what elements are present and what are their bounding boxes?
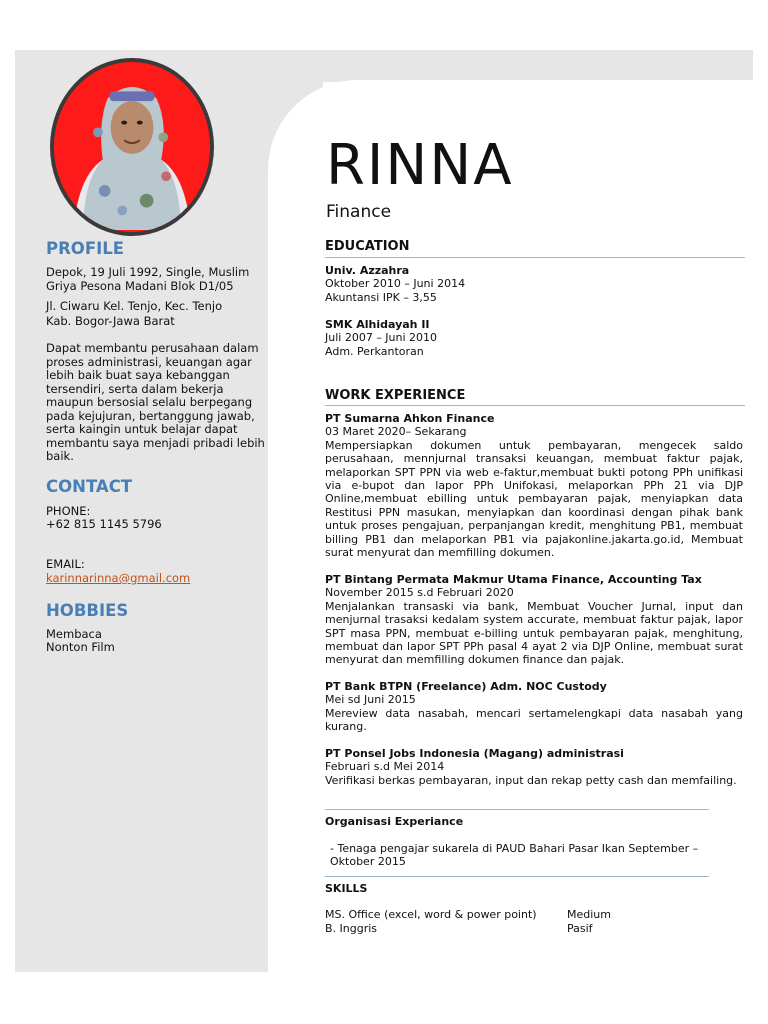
- work-period: Februari s.d Mei 2014: [325, 760, 445, 774]
- school-name: SMK Alhidayah II: [325, 318, 430, 331]
- work-divider: [325, 405, 745, 406]
- skill-level: Medium: [567, 908, 611, 921]
- contact-heading: CONTACT: [46, 477, 133, 496]
- person-photo-icon: [54, 62, 210, 232]
- education-divider: [325, 257, 745, 258]
- education-heading: EDUCATION: [325, 239, 410, 254]
- company-name: PT Ponsel Jobs Indonesia (Magang) administrasi: [325, 747, 624, 760]
- organisasi-item: - Tenaga pengajar sukarela di PAUD Bahari Pasar Ikan September – Oktober 2015: [330, 842, 699, 869]
- hobbies-heading: HOBBIES: [46, 601, 129, 620]
- school-detail: Adm. Perkantoran: [325, 344, 424, 358]
- hobby-item: Nonton Film: [46, 640, 115, 654]
- work-description: Mereview data nasabah, mencari sertamelengkapi data nasabah yang kurang.: [325, 706, 743, 734]
- hobby-item: Membaca: [46, 627, 102, 641]
- work-description: Verifikasi berkas pembayaran, input dan rekap petty cash dan memfailing.: [325, 773, 737, 787]
- education-item: [325, 318, 743, 358]
- work-description: Mempersiapkan dokumen untuk pembayaran, mengecek saldo perusahaan, mennjurnal transaksi keuangan, membuat faktur pajak, melaporkan SPT PPN via web e-faktur,membuat bukti potong PPh unifikasi via e-bupot dan lapor PPh Unifokasi, melaporkan PPh 21 via DJP Online,membuat ebilling untuk pembayaran pajak, menyiapkan data Restitusi PPN masukan, menyiapkan dan koordinasi dengan pihak bank untuk proses pengajuan, perpanjangan kredit, menghitung PB1, membuat billing PB1 dan melaporkan PB1 via pajakonline.jakarta.go.id, Membuat surat menyurat dan memfilling dokumen.: [325, 438, 743, 560]
- school-period: Juli 2007 – Juni 2010: [325, 331, 438, 345]
- profile-summary: Dapat membantu perusahaan dalam proses administrasi, keuangan agar lebih baik buat saya kebanggan tersendiri, serta dalam bekerja maupun bersosial selalu berpegang pada kejujuran, bertanggung jawab, serta kaingin untuk belajar dapat membantu saya menjadi pribadi lebih baik.: [46, 341, 265, 463]
- candidate-name: RINNA: [326, 133, 514, 198]
- company-name: PT Sumarna Ahkon Finance: [325, 412, 495, 425]
- work-item: [325, 573, 743, 667]
- school-detail: Akuntansi IPK – 3,55: [325, 290, 437, 304]
- education-item: [325, 264, 743, 304]
- company-name: PT Bank BTPN (Freelance) Adm. NOC Custody: [325, 680, 607, 693]
- skill-level: Pasif: [567, 922, 593, 935]
- work-item: [325, 747, 743, 787]
- work-heading: WORK EXPERIENCE: [325, 388, 466, 403]
- work-description: Menjalankan transaski via bank, Membuat Voucher Jurnal, input dan menjurnal trasaksi kedalam system accurate, membuat faktur pajak, lapor SPT masa PPN, membuat e-billing untuk pembayaran pajak, menghitung, membuat dan lapor SPT PPh pasal 4 ayat 2 via DJP Online, membuat surat menyurat dan memfilling dokumen finance dan pajak.: [325, 599, 743, 667]
- profile-address-3: Kab. Bogor-Jawa Barat: [46, 314, 175, 328]
- work-period: 03 Maret 2020– Sekarang: [325, 425, 467, 439]
- skill-name: B. Inggris: [325, 922, 378, 935]
- profile-birth: Depok, 19 Juli 1992, Single, Muslim: [46, 265, 250, 279]
- organisasi-heading: Organisasi Experiance: [325, 815, 464, 828]
- email-link-wrap: [46, 572, 272, 586]
- organisasi-divider-bottom: [325, 876, 709, 877]
- candidate-role: Finance: [326, 202, 392, 222]
- email-link[interactable]: karinnarinna@gmail.com: [46, 571, 191, 585]
- profile-address-1: Griya Pesona Madani Blok D1/05: [46, 279, 234, 293]
- work-item: [325, 680, 743, 734]
- email-label: EMAIL:: [46, 557, 85, 571]
- work-period: November 2015 s.d Februari 2020: [325, 586, 514, 600]
- organisasi-divider-top: [325, 809, 709, 810]
- company-name: PT Bintang Permata Makmur Utama Finance, Accounting Tax: [325, 573, 702, 586]
- profile-heading: PROFILE: [46, 239, 125, 258]
- skills-heading: SKILLS: [325, 882, 368, 895]
- work-item: [325, 412, 743, 559]
- profile-photo: [50, 58, 214, 236]
- skill-name: MS. Office (excel, word & power point): [325, 908, 537, 921]
- phone-number: +62 815 1145 5796: [46, 517, 162, 531]
- school-period: Oktober 2010 – Juni 2014: [325, 277, 466, 291]
- work-period: Mei sd Juni 2015: [325, 693, 416, 707]
- school-name: Univ. Azzahra: [325, 264, 410, 277]
- profile-address-2: Jl. Ciwaru Kel. Tenjo, Kec. Tenjo: [46, 299, 223, 313]
- phone-label: PHONE:: [46, 504, 91, 518]
